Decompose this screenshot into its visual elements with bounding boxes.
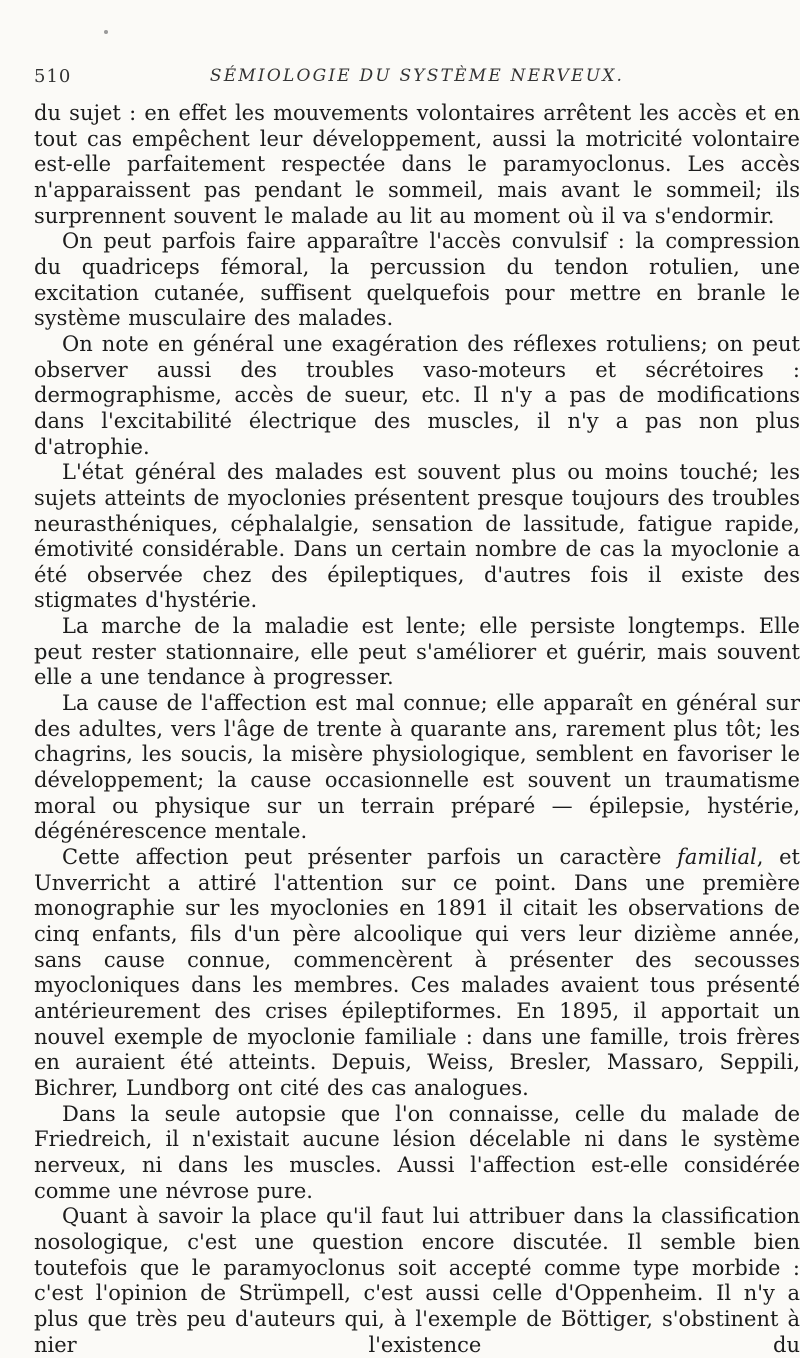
paragraph: On note en général une exagération des réflexes rotuliens; on peut observer aussi des troubles vaso-moteurs et sécrétoires : dermographisme, accès de sueur, etc. Il n'y a pas de modifications dans l'excitabilité électrique des muscles, il n'y a pas non plus d'atrophie. xyxy=(34,331,800,459)
paragraph: On peut parfois faire apparaître l'accès convulsif : la compression du quadriceps fémoral, la percussion du tendon rotulien, une excitation cutanée, suffisent quelquefois pour mettre en branle le système musculaire des malades. xyxy=(34,229,800,331)
paragraph: du sujet : en effet les mouvements volontaires arrêtent les accès et en tout cas empêchent leur développement, aussi la motricité volontaire est-elle parfaitement respectée dans le paramyoclonus. Les accès n'apparaissent pas pendant le sommeil, mais avant le sommeil; ils surprennent souvent le malade au lit au moment où il va s'endormir. xyxy=(34,101,800,228)
paragraph: Dans la seule autopsie que l'on connaisse, celle du malade de Friedreich, il n'existait aucune lésion décelable ni dans le système nerveux, ni dans les muscles. Aussi l'affection est-elle considérée comme une névrose pure. xyxy=(34,1101,800,1203)
emphasis-familial: familial xyxy=(677,845,757,870)
paragraph: Quant à savoir la place qu'il faut lui attribuer dans la classification nosologique, c'est une question encore discutée. Il semble bien toutefois que le paramyoclonus soit accepté comme type morbide : c'est l'opinion de Strümpell, c'est aussi celle d'Oppenheim. Il n'y a plus que très peu d'auteurs qui, à l'exemple de Böttiger, s'obstinent à nier l'existence du xyxy=(34,1204,800,1357)
paragraph xyxy=(34,845,800,1102)
paragraph-text: , et Unverricht a attiré l'attention sur ce point. Dans une première monographie sur les myoclonies en 1891 il citait les observations de cinq enfants, fils d'un père alcoolique qui vers leur dizième année, sans cause connue, commencèrent à présenter des secousses myocloniques dans les membres. Ces malades avaient tous présenté antérieurement des crises épileptiformes. En 1895, il apportait un nouvel exemple de myoclonie familiale : dans une famille, trois frères en auraient été atteints. Depuis, Weiss, Bresler, Massaro, Seppili, Bichrer, Lundborg ont cité des cas analogues. xyxy=(34,845,800,1100)
running-title: SÉMIOLOGIE DU SYSTÈME NERVEUX. xyxy=(209,66,625,86)
running-header xyxy=(34,66,800,96)
paragraph: La cause de l'affection est mal connue; elle apparaît en général sur des adultes, vers l'âge de trente à quarante ans, rarement plus tôt; les chagrins, les soucis, la misère physiologique, semblent en favoriser le développement; la cause occasionnelle est souvent un traumatisme moral ou physique sur un terrain préparé — épilepsie, hystérie, dégénérescence mentale. xyxy=(34,691,800,844)
paragraph: L'état général des malades est souvent plus ou moins touché; les sujets atteints de myoclonies présentent presque toujours des troubles neurasthéniques, céphalalgie, sensation de lassitude, fatigue rapide, émotivité considérable. Dans un certain nombre de cas la myoclonie a été observée chez des épileptiques, d'autres fois il existe des stigmates d'hystérie. xyxy=(34,460,800,613)
paragraph-text: Cette affection peut présenter parfois un caractère xyxy=(62,845,678,870)
print-speck xyxy=(104,30,108,34)
body-text xyxy=(34,101,800,1358)
paragraph: La marche de la maladie est lente; elle persiste longtemps. Elle peut rester stationnaire, elle peut s'améliorer et guérir, mais souvent elle a une tendance à progresser. xyxy=(34,614,800,690)
page-number: 510 xyxy=(34,66,72,87)
